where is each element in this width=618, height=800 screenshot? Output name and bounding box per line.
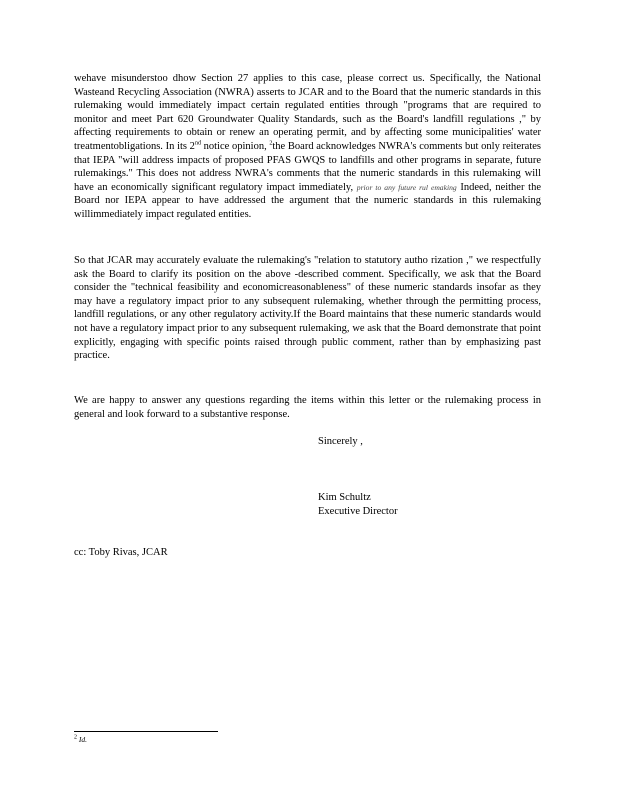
signature-block: [318, 491, 398, 518]
footnote: [74, 735, 87, 745]
ordinal-suffix: nd: [194, 140, 201, 147]
cc-line: cc: Toby Rivas, JCAR: [74, 547, 168, 558]
paragraph-1-text-b: notice opinion,: [200, 140, 270, 152]
paragraph-1-text-a: wehave misunderstoo dhow Section 27 applies to this case, please correct us. Specifically, the National Wasteand Recycling Association (NWRA) asserts to JCAR and to the Board that the numeric standards in this rulemaking would immediately impact certain regulated entities through "programs that are required to monitor and meet Part 620 Groundwater Quality Standards, such as the Board's landfill regulations ," by affecting requirements to obtain or renew an operating permit, and by affecting some municipalities' water treatmentobligations. In its 2: [74, 73, 541, 152]
footnote-number: 2: [74, 734, 77, 741]
paragraph-1-text-c: the Board acknowledges NWRA's comments but only reiterates that IEPA "will address impacts of proposed PFAS GWQS to landfills and other programs in separate, future rulemakings." This does not address NWRA's comments that the numeric standards in this rulemaking will have an economically significant regulatory impact immediately,: [74, 140, 541, 193]
paragraph-jcar-request: So that JCAR may accurately evaluate the rulemaking's "relation to statutory autho rization ," we respectfully ask the Board to clarify its position on the above -described comment. Specifically, we ask that the Board consider the "technical feasibility and economicreasonableness" of these numeric standards insofar as they may have a regulatory impact prior to any subsequent rulemaking, whether through the permitting process, landfill regulations, or any other regulatory activity.If the Board maintains that these numeric standards would not have a regulatory impact prior to any subsequent rulemaking, we ask that the Board demonstrate that point explicitly, engaging with specific points raised through public comment, rather than by emphasizing past practice.: [74, 255, 541, 362]
closing-salutation: Sincerely ,: [318, 436, 363, 447]
signer-title: Executive Director: [318, 505, 398, 517]
italic-emphasis: prior to any future rul emaking: [356, 182, 457, 192]
footnote-divider: [74, 731, 218, 732]
footnote-reference[interactable]: 2: [269, 140, 273, 147]
paragraph-closing-remarks: We are happy to answer any questions regarding the items within this letter or the rulemaking process in general and look forward to a substantive response.: [74, 395, 541, 420]
signer-name: Kim Schultz: [318, 492, 371, 503]
paragraph-nwra-comments: [74, 72, 541, 222]
footnote-text: Id.: [78, 735, 87, 744]
paragraph-1-text-d: Indeed, neither the Board nor IEPA appear to have addressed the argument that the numeric standards in this rulemaking willimmediately impact regulated entities.: [74, 181, 542, 220]
